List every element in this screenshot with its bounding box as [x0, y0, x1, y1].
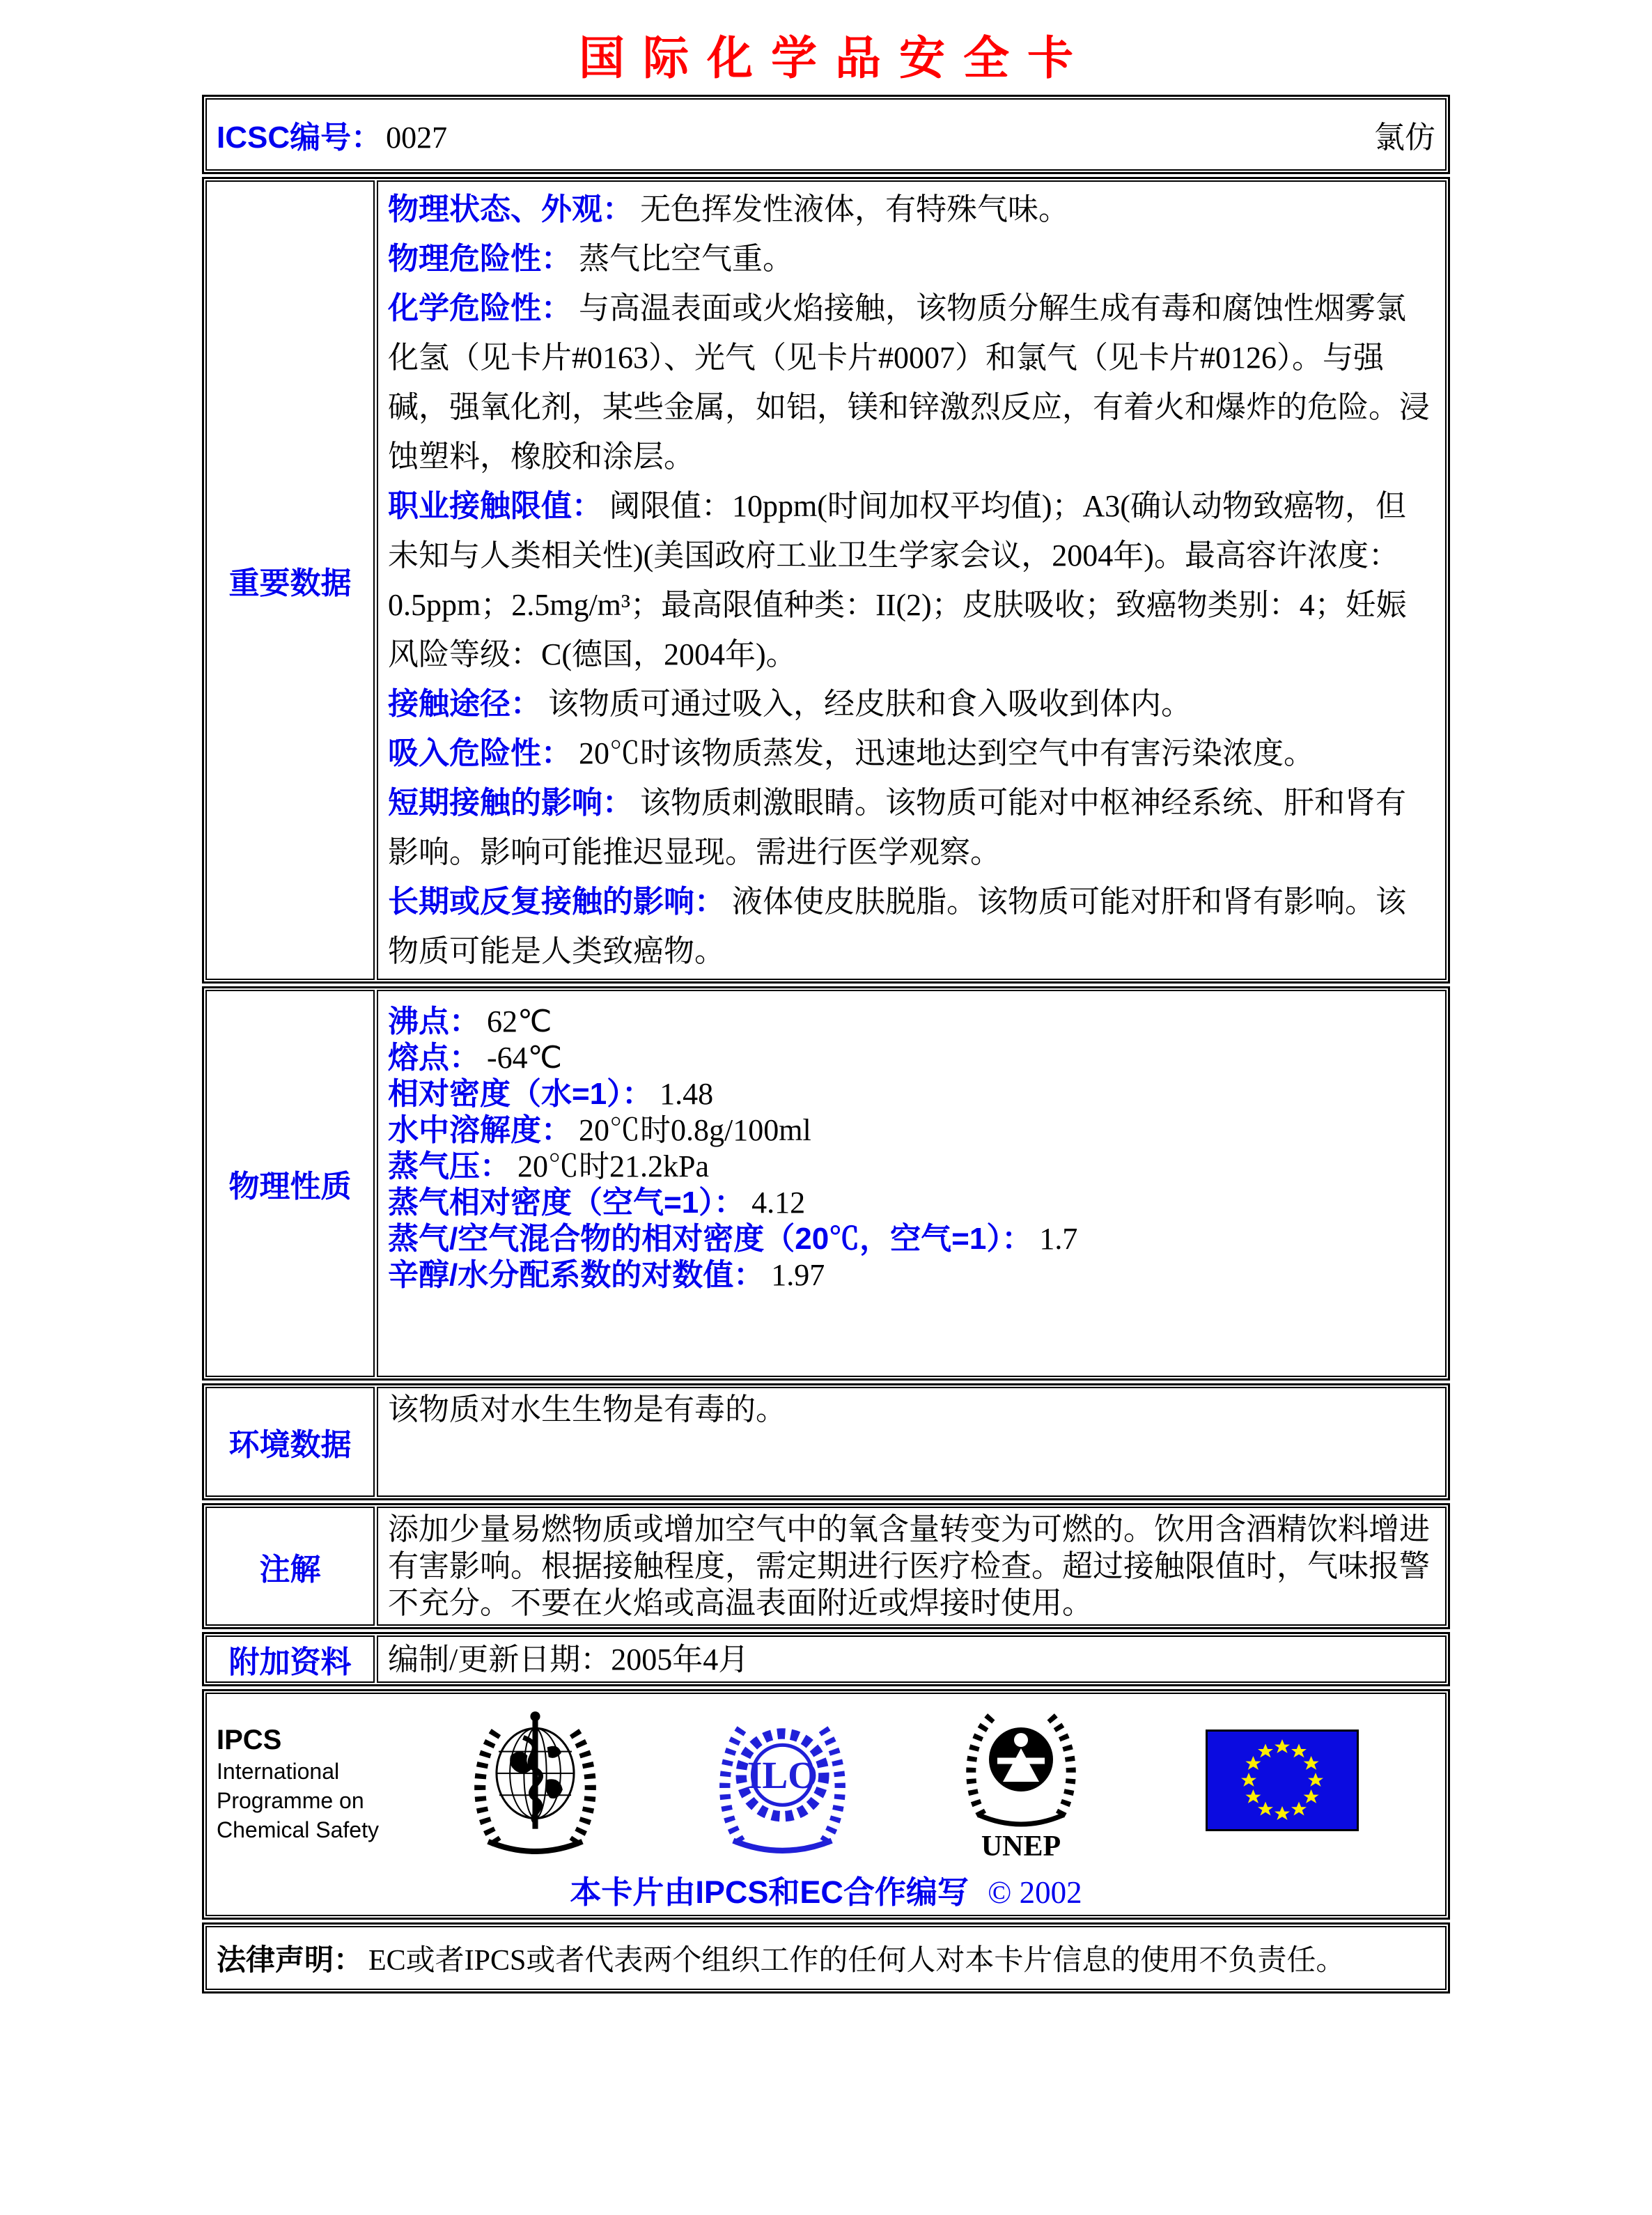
cooperation-caption-text: 本卡片由IPCS和EC合作编写 — [570, 1874, 969, 1910]
field-value: 与高温表面或火焰接触，该物质分解生成有毒和腐蚀性烟雾氯化氢（见卡片#0163）、光气（见卡片#0007）和氯气（见卡片#0126）。与强碱，强氧化剂，某些金属，如铝，镁和锌激烈反应，有着火和爆炸的危险。浸蚀塑料，橡胶和涂层。 — [388, 291, 1430, 474]
field-value: 20℃时0.8g/100ml — [579, 1113, 811, 1147]
property-row — [388, 1221, 1435, 1257]
icsc-number-value: 0027 — [386, 121, 448, 155]
field-value: 4.12 — [751, 1186, 806, 1220]
property-row — [388, 1076, 1435, 1112]
field-label: 相对密度（水=1）： — [388, 1077, 653, 1111]
field-label: 短期接触的影响： — [388, 786, 633, 820]
logos-section — [202, 1689, 1450, 1920]
header-section — [202, 95, 1450, 174]
header-row — [205, 98, 1447, 171]
environmental-data-section — [202, 1383, 1450, 1500]
important-data-heading: 重要数据 — [205, 180, 375, 980]
field-value: 1.7 — [1039, 1222, 1078, 1256]
ilo-logo-icon — [715, 1705, 850, 1858]
field-value: 62℃ — [487, 1004, 552, 1039]
property-row — [388, 1185, 1435, 1221]
property-row — [388, 1112, 1435, 1149]
copyright-year: © 2002 — [988, 1875, 1082, 1910]
logos-row — [205, 1693, 1447, 1916]
notes-section — [202, 1503, 1450, 1629]
ipcs-text-block — [217, 1719, 394, 1844]
additional-info-heading: 附加资料 — [205, 1635, 375, 1683]
legal-row — [205, 1926, 1447, 1990]
physical-properties-heading: 物理性质 — [205, 990, 375, 1377]
icsc-number-group — [217, 112, 447, 157]
property-row — [388, 1004, 1435, 1040]
eu-flag-icon — [1206, 1730, 1359, 1835]
icsc-number-label: ICSC编号： — [217, 121, 382, 155]
property-row — [388, 185, 1435, 234]
ipcs-acronym: IPCS — [217, 1725, 282, 1755]
field-label: 水中溶解度： — [388, 1113, 572, 1147]
property-row — [388, 283, 1435, 481]
unep-label: UNEP — [981, 1831, 1061, 1862]
field-value: 20℃时该物质蒸发，迅速地达到空气中有害污染浓度。 — [579, 736, 1314, 770]
property-row — [388, 234, 1435, 283]
legal-text: EC或者IPCS或者代表两个组织工作的任何人对本卡片信息的使用不负责任。 — [368, 1945, 1346, 1977]
notes-heading: 注解 — [205, 1507, 375, 1626]
field-value: 20℃时21.2kPa — [517, 1149, 709, 1183]
property-row — [388, 481, 1435, 679]
physical-properties-content — [377, 990, 1447, 1377]
field-label: 熔点： — [388, 1041, 480, 1075]
important-data-section — [202, 177, 1450, 984]
field-label: 蒸气压： — [388, 1149, 511, 1183]
field-label: 沸点： — [388, 1004, 480, 1039]
field-value: -64℃ — [487, 1041, 563, 1075]
additional-info-content — [377, 1635, 1447, 1683]
field-value: 液体使皮肤脱脂。该物质可能对肝和肾有影响。该物质可能是人类致癌物。 — [388, 885, 1406, 968]
important-data-content — [377, 180, 1447, 980]
field-label: 长期或反复接触的影响： — [388, 885, 725, 919]
field-label: 化学危险性： — [388, 291, 572, 325]
property-row — [388, 1040, 1435, 1076]
property-row — [388, 729, 1435, 778]
field-value: 阈限值：10ppm(时间加权平均值)；A3(确认动物致癌物，但未知与人类相关性)(美国政府工业卫生学家会议，2004年)。最高容许浓度：0.5ppm；2.5mg/m³；最高限值种类：II(2)；皮肤吸收；致癌物类别：4；妊娠风险等级：C(德国，2004年)。 — [388, 489, 1407, 671]
notes-text: 添加少量易燃物质或增加空气中的氧含量转变为可燃的。饮用含酒精饮料增进有害影响。根据接触程度，需定期进行医疗检查。超过接触限值时，气味报警不充分。不要在火焰或高温表面附近或焊接时使用。 — [388, 1512, 1430, 1620]
field-label: 物理危险性： — [388, 242, 572, 276]
field-label: 蒸气相对密度（空气=1）： — [388, 1186, 745, 1220]
environmental-data-text: 该物质对水生生物是有毒的。 — [388, 1392, 786, 1427]
field-value: 1.97 — [771, 1258, 825, 1292]
ipcs-line-2: Programme on — [217, 1788, 364, 1813]
property-row — [388, 877, 1435, 976]
environmental-data-heading: 环境数据 — [205, 1387, 375, 1497]
field-label: 物理状态、外观： — [388, 192, 633, 226]
notes-content — [377, 1507, 1447, 1626]
property-row — [388, 778, 1435, 877]
field-value: 无色挥发性液体，有特殊气味。 — [640, 192, 1069, 226]
field-label: 接触途径： — [388, 687, 541, 721]
field-label: 蒸气/空气混合物的相对密度（20℃，空气=1）： — [388, 1222, 1033, 1256]
chemical-name: 氯仿 — [1374, 121, 1435, 155]
field-label: 辛醇/水分配系数的对数值： — [388, 1258, 765, 1292]
svg-text:ILO: ILO — [747, 1753, 818, 1796]
property-row — [388, 679, 1435, 729]
field-label: 吸入危险性： — [388, 736, 572, 770]
legal-label: 法律声明： — [217, 1943, 364, 1976]
property-row — [388, 1149, 1435, 1185]
environmental-data-content — [377, 1387, 1447, 1497]
page-title: 国际化学品安全卡 — [579, 32, 1091, 84]
field-value: 1.48 — [660, 1077, 714, 1111]
who-logo-icon — [467, 1707, 603, 1858]
field-label: 职业接触限值： — [388, 489, 602, 523]
property-row — [388, 1257, 1435, 1293]
ipcs-line-3: Chemical Safety — [217, 1817, 379, 1842]
additional-info-text: 编制/更新日期：2005年4月 — [388, 1642, 749, 1677]
unep-logo-icon — [958, 1698, 1084, 1865]
physical-properties-section — [202, 986, 1450, 1381]
field-value: 该物质可通过吸入，经皮肤和食入吸收到体内。 — [548, 687, 1192, 721]
additional-info-section — [202, 1632, 1450, 1686]
field-value: 该物质刺激眼睛。该物质可能对中枢神经系统、肝和肾有影响。影响可能推迟显现。需进行医学观察。 — [388, 786, 1406, 869]
cooperation-caption — [217, 1867, 1435, 1912]
ipcs-line-1: International — [217, 1759, 340, 1784]
field-value: 蒸气比空气重。 — [579, 242, 793, 276]
legal-section — [202, 1922, 1450, 1994]
icsc-card — [202, 95, 1450, 1994]
